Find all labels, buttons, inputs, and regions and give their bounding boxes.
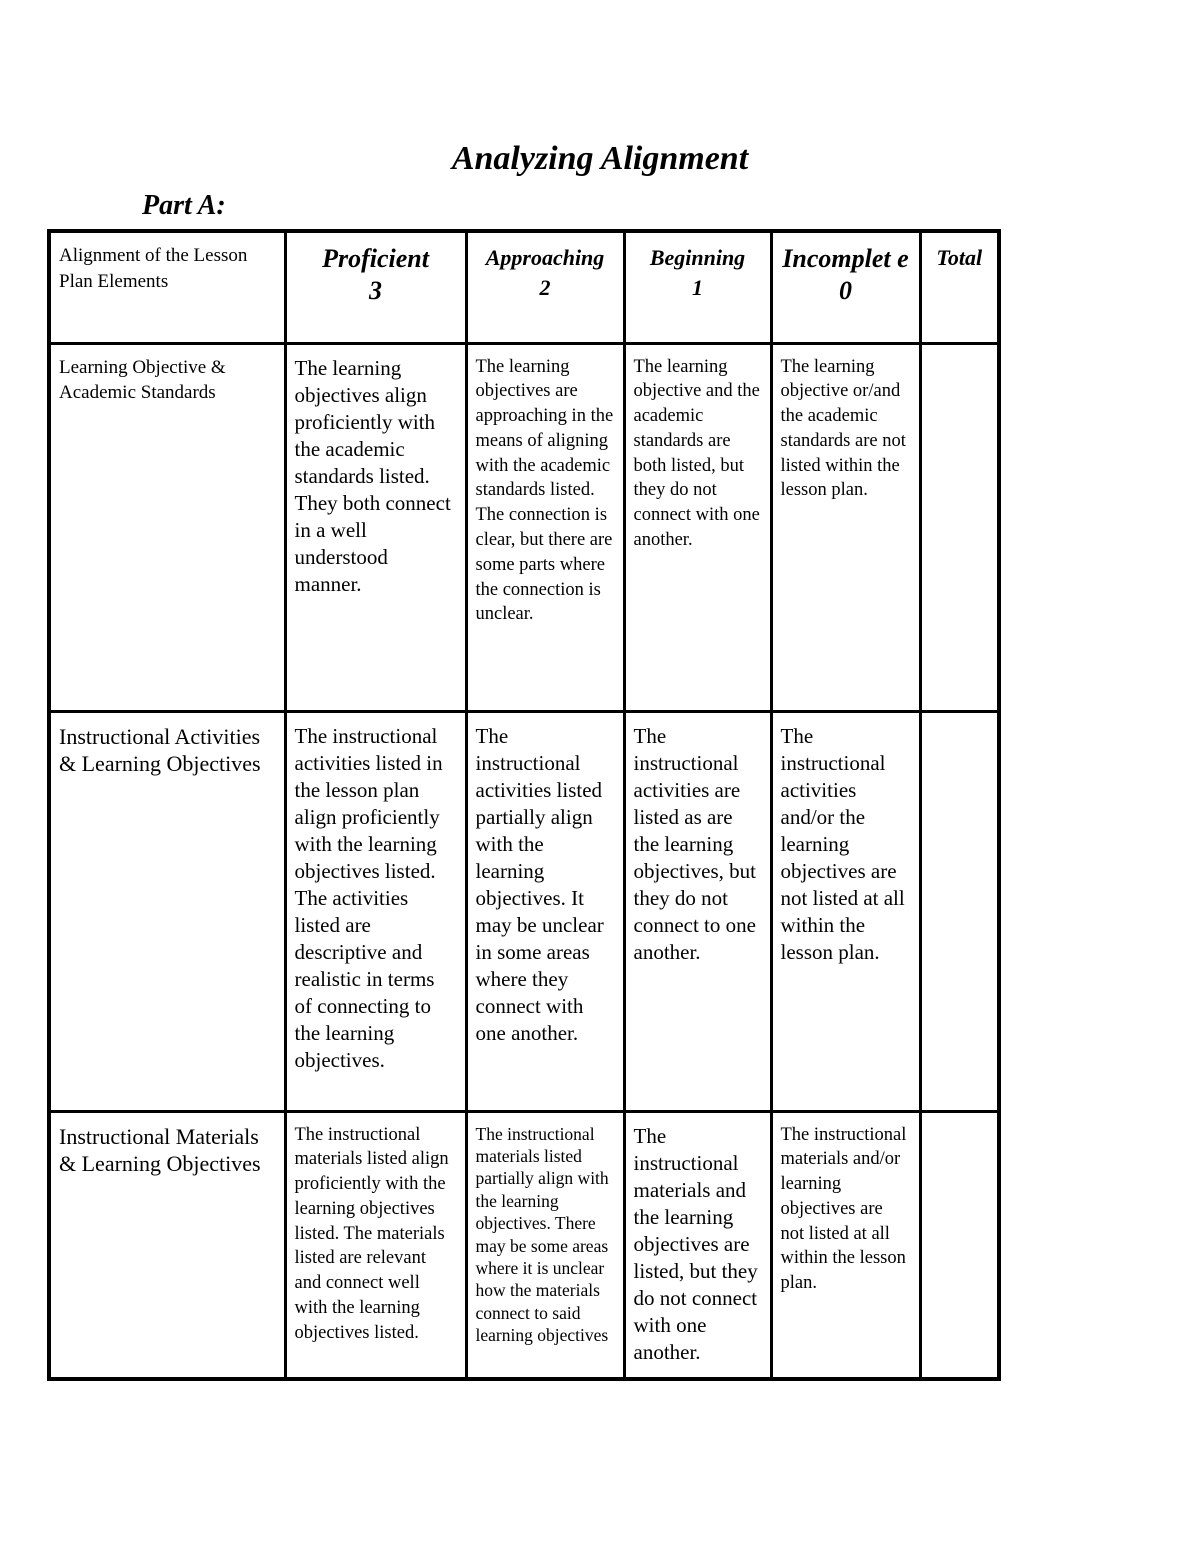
document-title: Analyzing Alignment <box>451 140 749 177</box>
total-cell <box>920 343 999 711</box>
criterion-cell: Instructional Materials & Learning Objectives <box>49 1111 285 1379</box>
level-name: Approaching <box>485 245 605 270</box>
level-score: 0 <box>839 276 852 305</box>
header-beginning <box>624 231 771 343</box>
approaching-cell: The learning objectives are approaching in the means of aligning with the academic standards listed. The connection is clear, but there are some parts where the connection is unclear. <box>466 343 624 711</box>
proficient-cell: The instructional materials listed align proficiently with the learning objectives listed. The materials listed are relevant and connect well with the learning objectives listed. <box>285 1111 466 1379</box>
approaching-cell: The instructional materials listed partially align with the learning objectives. There may be some areas where it is unclear how the materials connect to said learning objectives <box>466 1111 624 1379</box>
header-total: Total <box>920 231 999 343</box>
criterion-cell: Learning Objective & Academic Standards <box>49 343 285 711</box>
table-row <box>49 343 999 711</box>
level-score: 3 <box>369 276 382 305</box>
level-name: Beginning <box>649 245 746 270</box>
level-score: 2 <box>539 275 551 300</box>
header-row <box>49 231 999 343</box>
total-cell <box>920 711 999 1111</box>
rubric-table <box>47 229 1001 1381</box>
beginning-cell: The learning objective and the academic standards are both listed, but they do not connect with one another. <box>624 343 771 711</box>
header-criteria: Alignment of the Lesson Plan Elements <box>49 231 285 343</box>
header-approaching <box>466 231 624 343</box>
level-name: Incomplet e <box>782 244 909 273</box>
header-incomplete <box>771 231 920 343</box>
incomplete-cell: The learning objective or/and the academic standards are not listed within the lesson plan. <box>771 343 920 711</box>
proficient-cell: The learning objectives align proficiently with the academic standards listed. They both connect in a well understood manner. <box>285 343 466 711</box>
part-label: Part A: <box>142 190 226 221</box>
level-score: 1 <box>692 275 703 300</box>
level-name: Proficient <box>322 244 429 273</box>
criterion-cell: Instructional Activities & Learning Objectives <box>49 711 285 1111</box>
beginning-cell: The instructional materials and the learning objectives are listed, but they do not connect with one another. <box>624 1111 771 1379</box>
approaching-cell: The instructional activities listed partially align with the learning objectives. It may be unclear in some areas where they connect with one another. <box>466 711 624 1111</box>
table-row <box>49 1111 999 1379</box>
proficient-cell: The instructional activities listed in the lesson plan align proficiently with the learning objectives listed. The activities listed are descriptive and realistic in terms of connecting to the learning objectives. <box>285 711 466 1111</box>
table-row <box>49 711 999 1111</box>
header-proficient <box>285 231 466 343</box>
total-cell <box>920 1111 999 1379</box>
beginning-cell: The instructional activities are listed as are the learning objectives, but they do not connect to one another. <box>624 711 771 1111</box>
incomplete-cell: The instructional activities and/or the learning objectives are not listed at all within the lesson plan. <box>771 711 920 1111</box>
incomplete-cell: The instructional materials and/or learning objectives are not listed at all within the lesson plan. <box>771 1111 920 1379</box>
